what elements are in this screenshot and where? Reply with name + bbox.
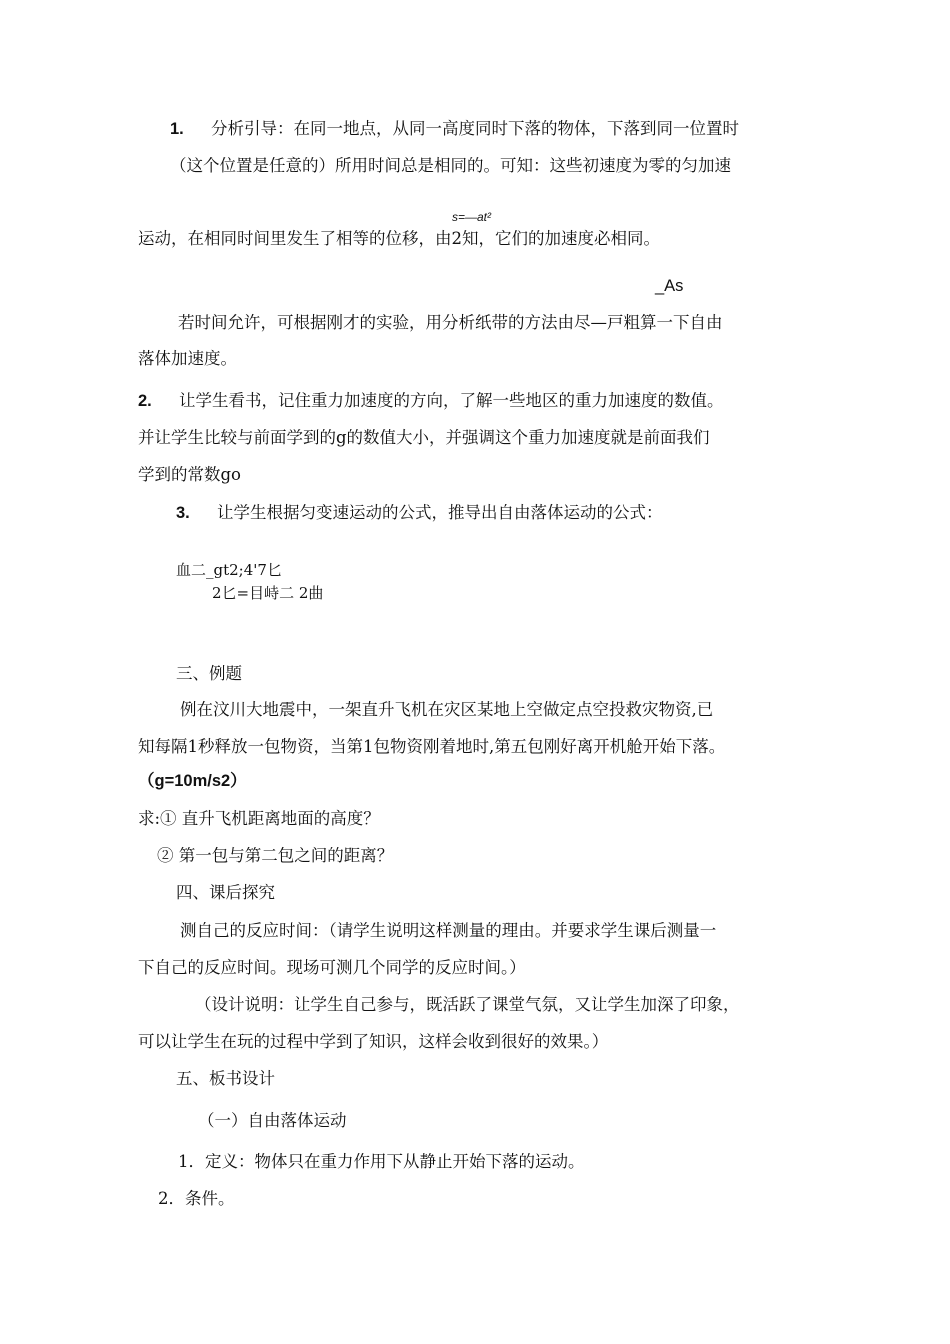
paragraph-3-line-2: 并让学生比较与前面学到的g的数值大小，并强调这个重力加速度就是前面我们 (138, 428, 710, 447)
paragraph-2-line-1: 若时间允许，可根据刚才的实验，用分析纸带的方法由尽—戸粗算一下自由 (178, 313, 723, 332)
section-heading-board: 五、板书设计 (176, 1069, 275, 1088)
board-item-2: 2．条件。 (158, 1189, 235, 1208)
paragraph-text: 分析引导：在同一地点，从同一高度同时下落的物体，下落到同一位置时 (211, 119, 740, 138)
formula-line-1: 血二_gt2;4'7匕 (176, 561, 282, 579)
design-note-line-2: 可以让学生在玩的过程中学到了知识，这样会收到很好的效果。） (138, 1032, 609, 1051)
example-line-3: （g=10m/s2） (138, 772, 247, 790)
section-heading-inquiry: 四、课后探究 (176, 883, 275, 902)
paragraph-1-line-2: （这个位置是任意的）所用时间总是相同的。可知：这些初速度为零的匀加速 (170, 156, 731, 175)
list-number: 1. (170, 120, 184, 138)
inquiry-line-1: 测自己的反应时间：（请学生说明这样测量的理由。并要求学生课后测量一 (180, 921, 717, 940)
paragraph-1-line-3: 运动，在相同时间里发生了相等的位移，由2知，它们的加速度必相同。 (138, 229, 660, 248)
paragraph-2-line-2: 落体加速度。 (138, 349, 237, 368)
paragraph-1-line-1 (170, 118, 739, 140)
question-2: ② 第一包与第二包之间的距离？ (157, 846, 394, 865)
inquiry-line-2: 下自己的反应时间。现场可测几个同学的反应时间。） (138, 958, 526, 977)
board-subheading: （一）自由落体运动 (198, 1111, 347, 1130)
example-line-1: 例在汶川大地震中，一架直升飞机在灾区某地上空做定点空投救灾物资,已 (180, 700, 714, 719)
formula-line-2: 2匕=目峙二 2曲 (212, 584, 324, 602)
formula-fragment: _As (655, 277, 684, 295)
list-number: 2. (138, 392, 152, 410)
board-item-1: 1．定义：物体只在重力作用下从静止开始下落的运动。 (178, 1152, 585, 1171)
example-line-2: 知每隔1秒释放一包物资，当第1包物资刚着地时,第五包刚好离开机舱开始下落。 (138, 737, 726, 756)
section-heading-example: 三、例题 (176, 664, 242, 683)
design-note-line-1: （设计说明：让学生自己参与，既活跃了课堂气氛，又让学生加深了印象， (195, 995, 740, 1014)
paragraph-text: 让学生根据匀变速运动的公式，推导出自由落体运动的公式： (217, 503, 663, 522)
paragraph-4 (176, 502, 663, 524)
question-1: 求:① 直升飞机距离地面的高度？ (138, 809, 380, 828)
list-number: 3. (176, 504, 190, 522)
formula-displacement: s=—at² (452, 210, 492, 224)
paragraph-text: 让学生看书，记住重力加速度的方向，了解一些地区的重力加速度的数值。 (179, 391, 724, 410)
paragraph-3-line-1 (138, 390, 724, 412)
paragraph-3-line-3: 学到的常数go (138, 465, 241, 484)
